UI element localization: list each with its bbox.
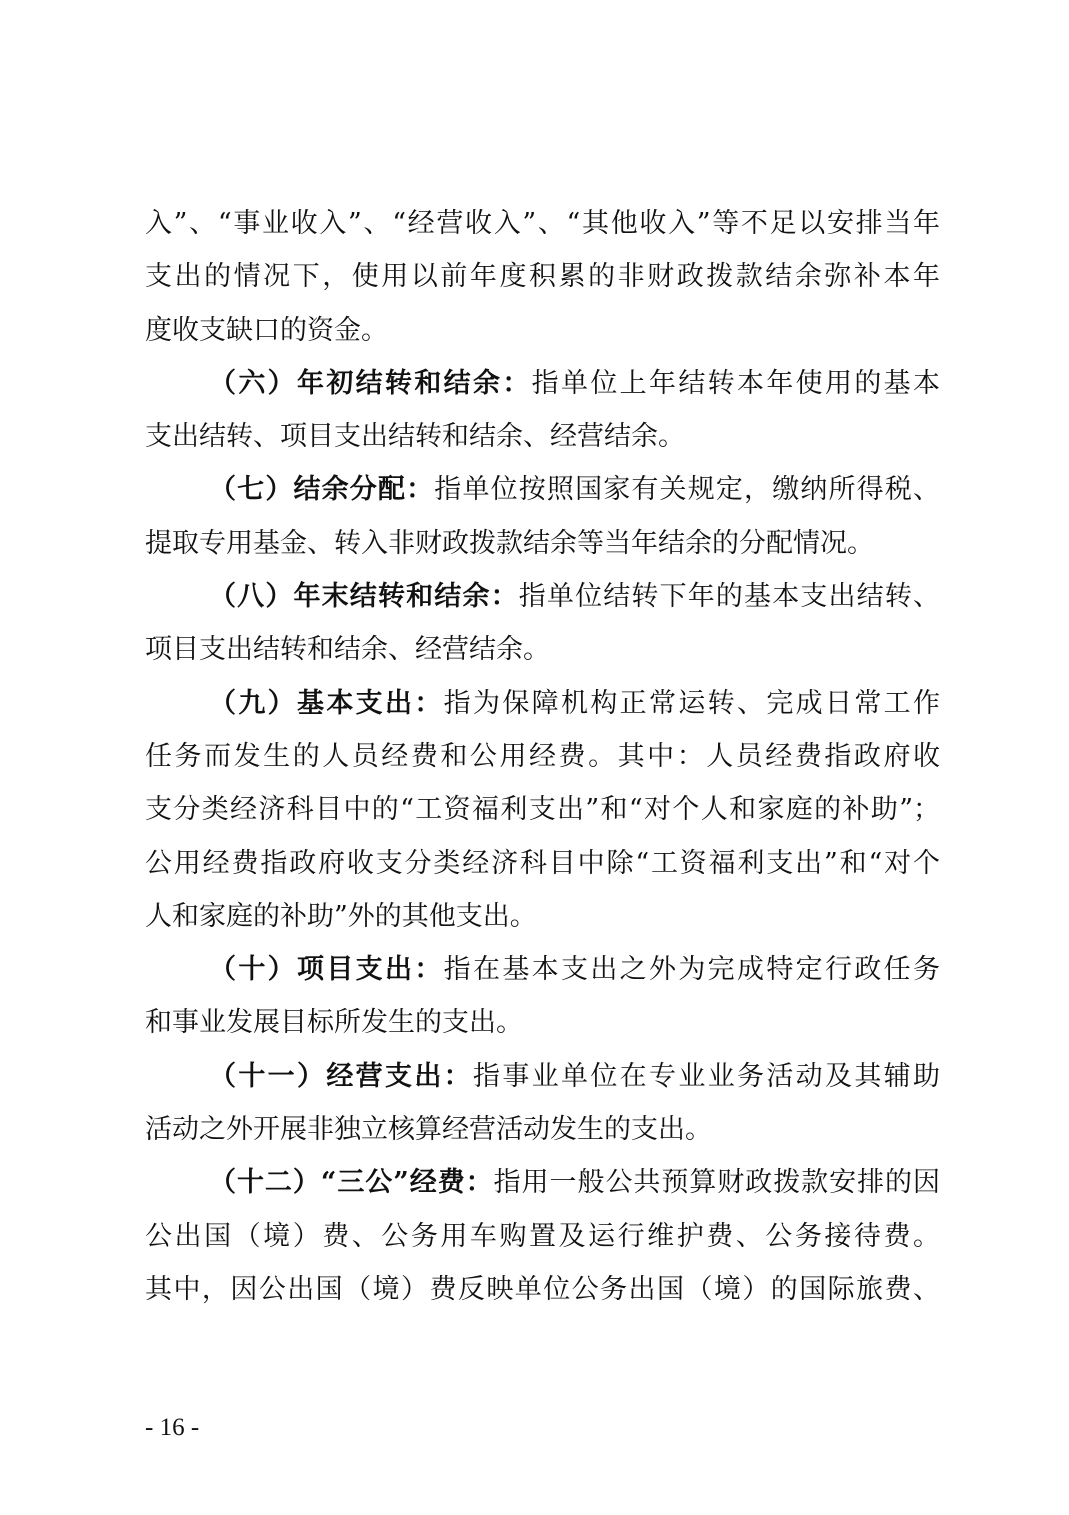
definition-item-10 — [145, 943, 940, 996]
definition-text: 指在基本支出之外为完成特定行政任务 — [443, 954, 940, 986]
definition-text: 指用一般公共预算财政拨款安排的因 — [493, 1167, 940, 1199]
definition-text: 指单位上年结转本年使用的基本 — [531, 367, 940, 399]
definition-text: 指单位结转下年的基本支出结转、 — [518, 581, 940, 613]
term-label: （十二）“三公”经费： — [209, 1167, 494, 1199]
text-line: 活动之外开展非独立核算经营活动发生的支出。 — [145, 1114, 712, 1146]
text-line: 项目支出结转和结余、经营结余。 — [145, 634, 550, 666]
term-label: （十）项目支出： — [209, 954, 444, 986]
term-label: （七）结余分配： — [209, 474, 435, 506]
definition-item-6 — [145, 357, 940, 410]
definition-text: 指事业单位在专业业务活动及其辅助 — [473, 1060, 940, 1092]
definition-text: 指为保障机构正常运转、完成日常工作 — [443, 687, 940, 719]
definition-item-12 — [145, 1156, 940, 1209]
term-label: （六）年初结转和结余： — [209, 367, 532, 399]
page-number: - 16 - — [145, 1414, 200, 1441]
body-text — [145, 197, 940, 1316]
definition-item-11 — [145, 1050, 940, 1103]
text-line: 公出国（境）费、公务用车购置及运行维护费、公务接待费。 — [145, 1220, 940, 1252]
term-label: （十一）经营支出： — [209, 1060, 473, 1092]
definition-item-8 — [145, 570, 940, 623]
text-line: 人和家庭的补助”外的其他支出。 — [145, 900, 537, 932]
text-line: 任务而发生的人员经费和公用经费。其中：人员经费指政府收 — [145, 740, 940, 772]
text-line: 入”、“事业收入”、“经营收入”、“其他收入”等不足以安排当年 — [145, 208, 940, 239]
text-line: 度收支缺口的资金。 — [145, 314, 388, 346]
text-line: 其中，因公出国（境）费反映单位公务出国（境）的国际旅费、 — [145, 1273, 940, 1305]
text-line: 支出结转、项目支出结转和结余、经营结余。 — [145, 421, 685, 453]
text-line: 公用经费指政府收支分类经济科目中除“工资福利支出”和“对个 — [145, 847, 940, 879]
term-label: （八）年末结转和结余： — [209, 581, 519, 613]
definition-item-9 — [145, 677, 940, 730]
term-label: （九）基本支出： — [209, 687, 444, 719]
definition-text: 指单位按照国家有关规定，缴纳所得税、 — [434, 474, 940, 506]
text-line: 和事业发展目标所发生的支出。 — [145, 1007, 523, 1039]
text-line: 支出的情况下，使用以前年度积累的非财政拨款结余弥补本年 — [145, 261, 940, 293]
text-line: 提取专用基金、转入非财政拨款结余等当年结余的分配情况。 — [145, 527, 874, 559]
text-line: 支分类经济科目中的“工资福利支出”和“对个人和家庭的补助”； — [145, 794, 940, 826]
definition-item-7 — [145, 463, 940, 516]
